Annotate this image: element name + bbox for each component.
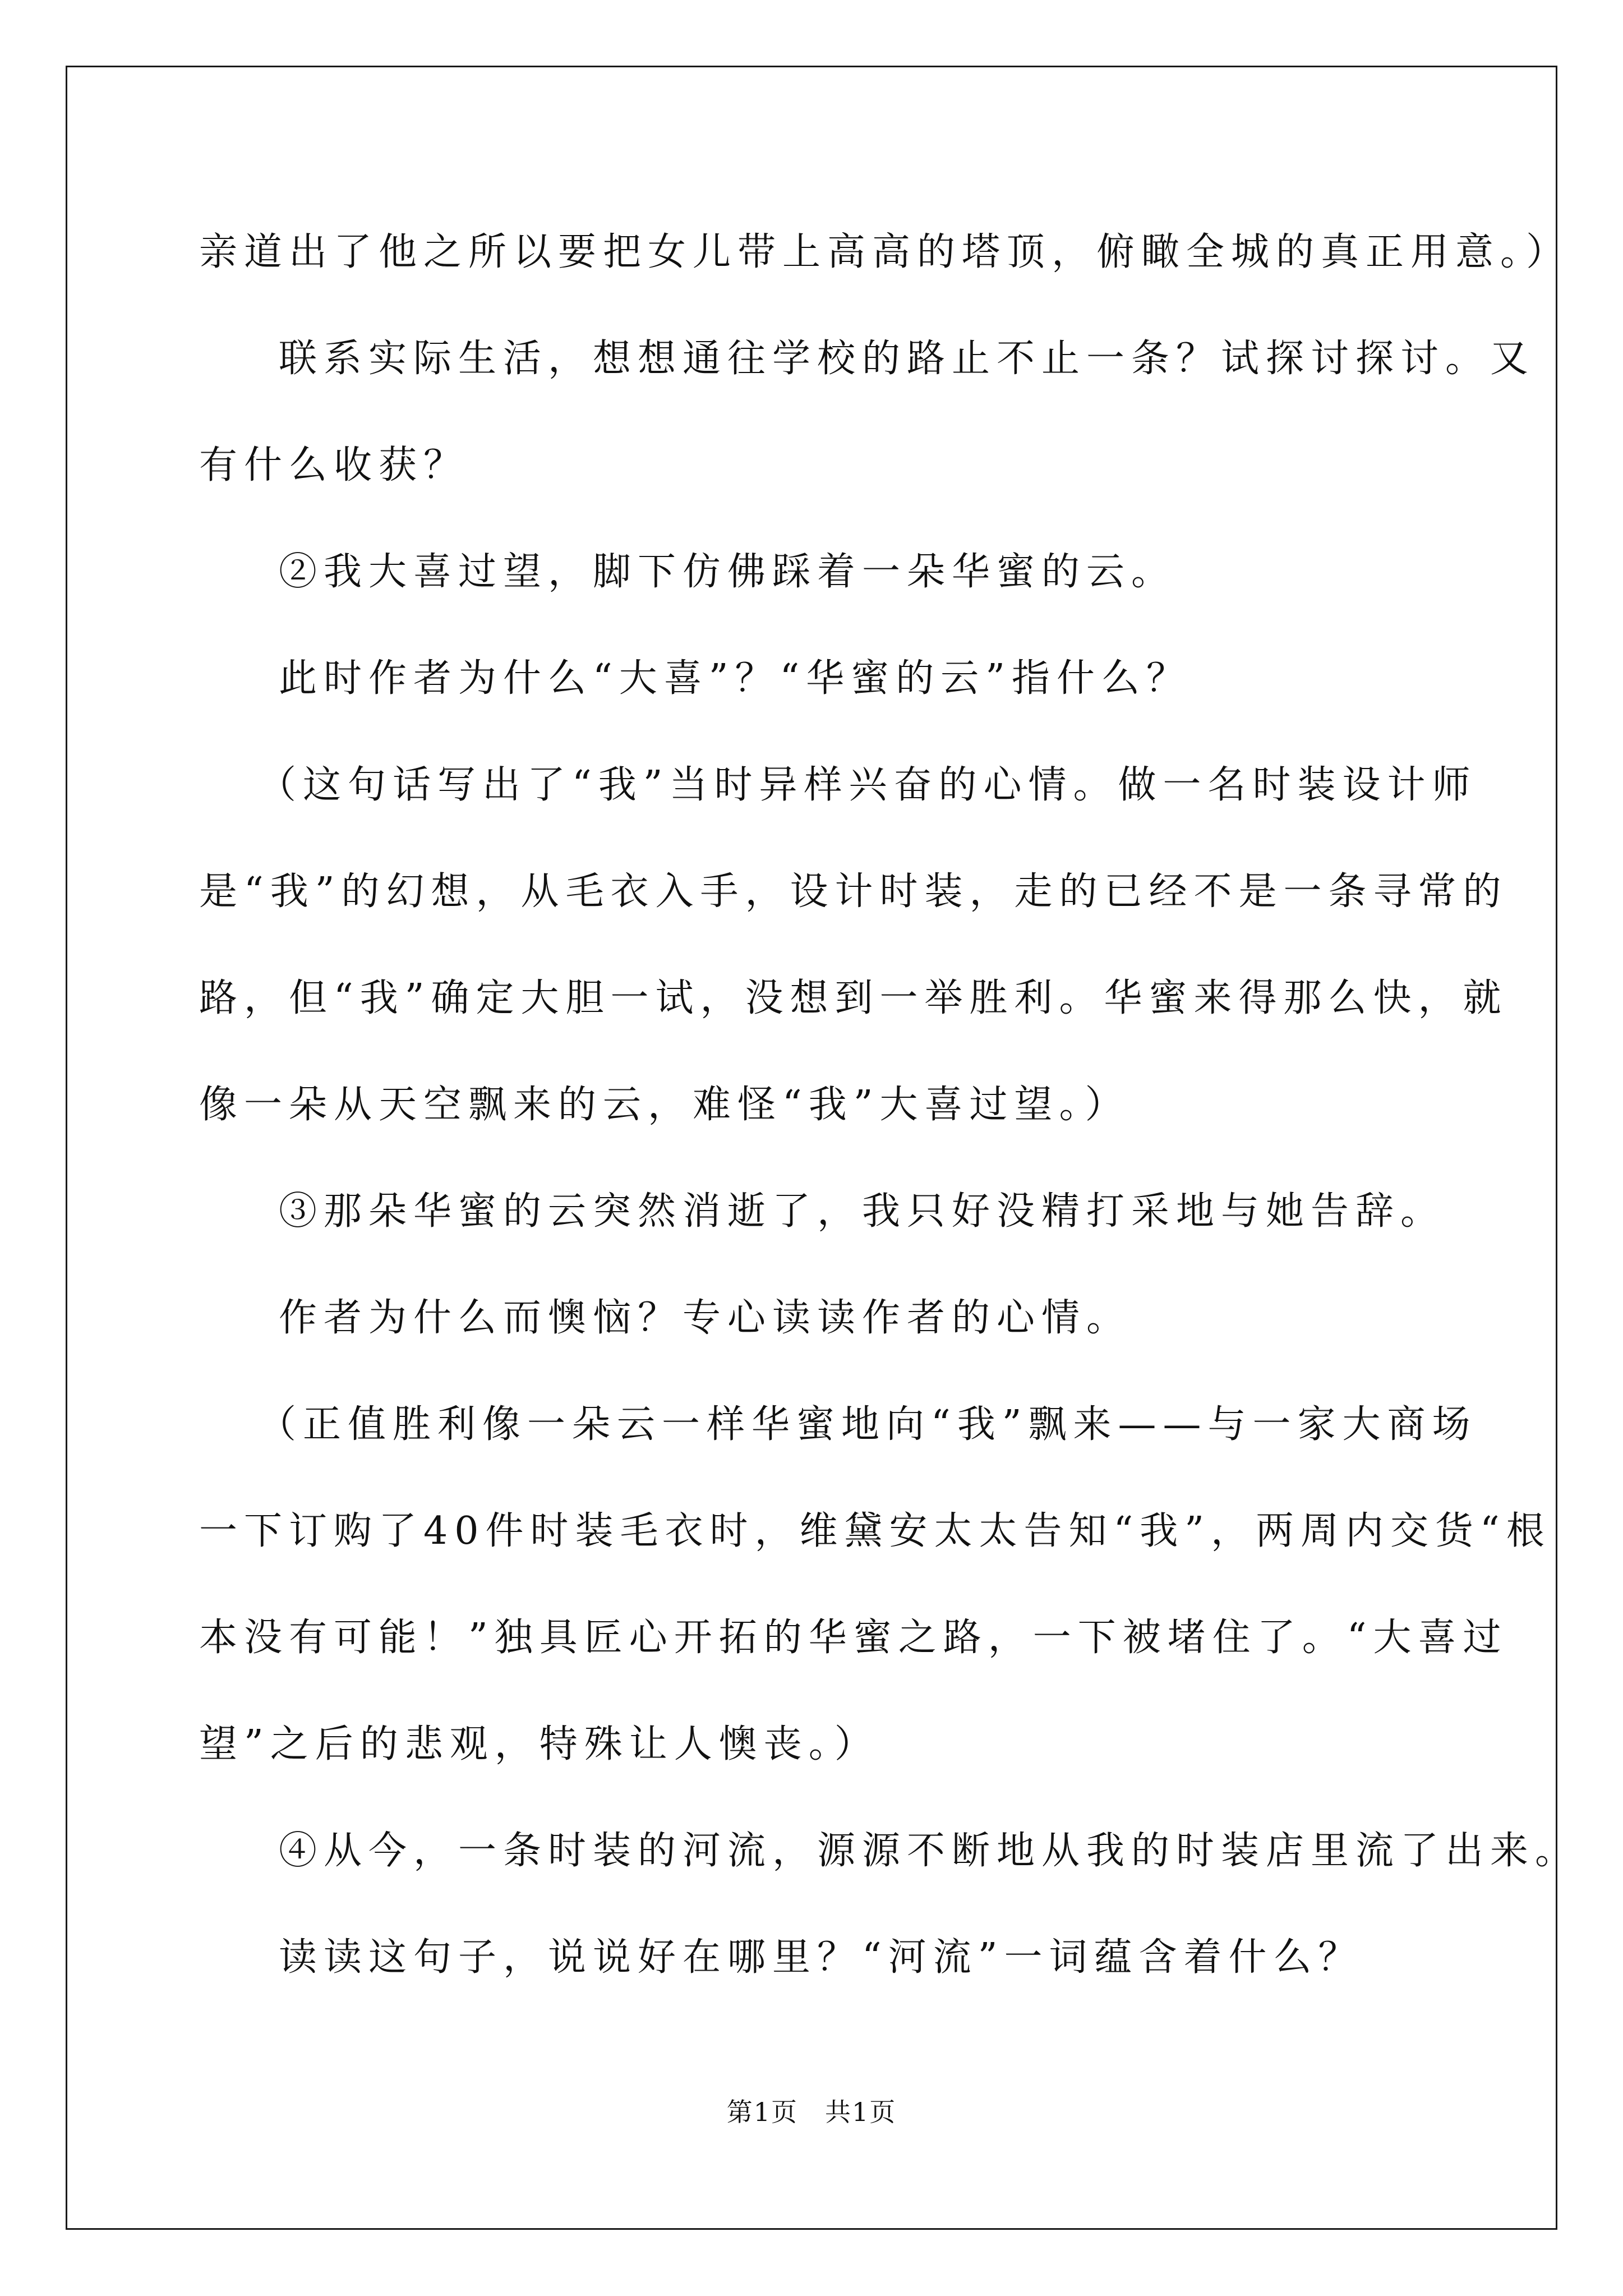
text-line: ④从今，一条时装的河流，源源不断地从我的时装店里流了出来。 bbox=[279, 1829, 1580, 1873]
page-footer: 第1页 共1页 bbox=[726, 2097, 897, 2127]
text-line: 此时作者为什么“大喜”？“华蜜的云”指什么？ bbox=[279, 656, 1192, 701]
text-line: 路，但“我”确定大胆一试，没想到一举胜利。华蜜来得那么快，就 bbox=[199, 976, 1508, 1020]
text-line: 读读这句子，说说好在哪里？“河流”一词蕴含着什么？ bbox=[279, 1935, 1363, 1980]
text-line: 一下订购了40件时装毛衣时，维黛安太太告知“我”，两周内交货“根 bbox=[199, 1509, 1551, 1553]
text-line: 亲道出了他之所以要把女儿带上高高的塔顶，俯瞰全城的真正用意。） bbox=[199, 230, 1571, 274]
text-line: 望”之后的悲观，特殊让人懊丧。） bbox=[199, 1722, 879, 1766]
page-border bbox=[66, 66, 1557, 2230]
text-line: 是“我”的幻想，从毛衣入手，设计时装，走的已经不是一条寻常的 bbox=[199, 869, 1508, 914]
text-line: 作者为什么而懊恼？专心读读作者的心情。 bbox=[279, 1296, 1132, 1340]
text-line: （正值胜利像一朵云一样华蜜地向“我”飘来——与一家大商场 bbox=[258, 1402, 1477, 1447]
text-line: 像一朵从天空飘来的云，难怪“我”大喜过望。） bbox=[199, 1083, 1130, 1127]
text-line: ③那朵华蜜的云突然消逝了，我只好没精打采地与她告辞。 bbox=[279, 1189, 1446, 1234]
text-line: 本没有可能！”独具匠心开拓的华蜜之路，一下被堵住了。“大喜过 bbox=[199, 1616, 1508, 1660]
text-line: （这句话写出了“我”当时异样兴奋的心情。做一名时装设计师 bbox=[258, 763, 1477, 807]
text-line: 有什么收获？ bbox=[199, 443, 469, 487]
text-line: 联系实际生活，想想通往学校的路止不止一条？试探讨探讨。又 bbox=[279, 337, 1536, 381]
text-line: ②我大喜过望，脚下仿佛踩着一朵华蜜的云。 bbox=[279, 550, 1177, 594]
